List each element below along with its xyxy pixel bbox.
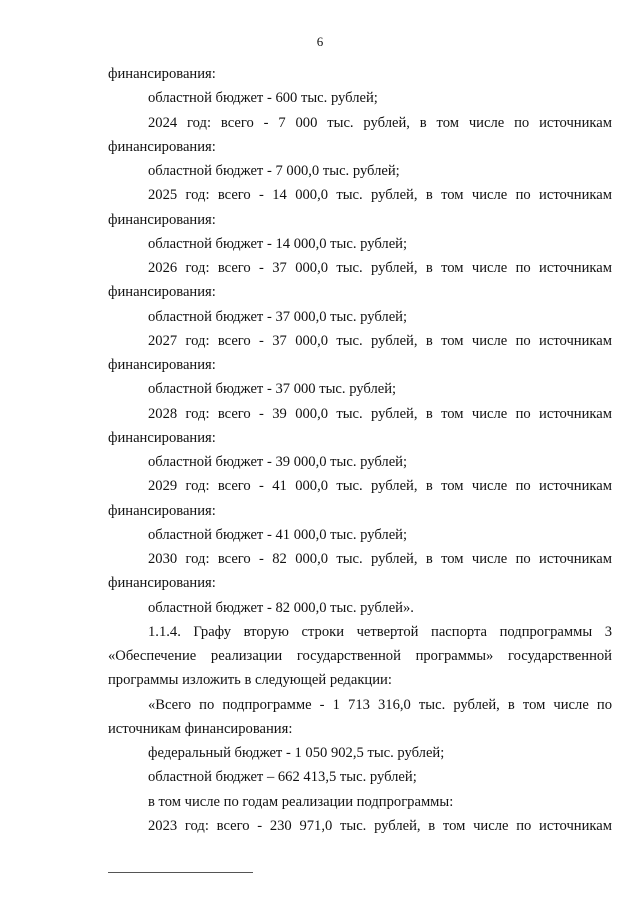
text-line: финансирования: [108,502,216,519]
text-line: финансирования: [108,284,216,301]
text-line: областной бюджет – 662 413,5 тыс. рублей; [148,769,417,786]
text-line: 2025 год: всего - 14 000,0 тыс. рублей, в том числе по источникам [148,187,612,204]
text-line: областной бюджет - 41 000,0 тыс. рублей; [148,526,408,543]
document-body [108,62,612,838]
text-line: источникам финансирования: [108,720,293,737]
text-line: финансирования: [108,575,216,592]
text-line: областной бюджет - 82 000,0 тыс. рублей». [148,599,414,616]
text-line: финансирования: [108,211,216,228]
text-line: 2029 год: всего - 41 000,0 тыс. рублей, в том числе по источникам [148,478,612,495]
text-line: 2028 год: всего - 39 000,0 тыс. рублей, в том числе по источникам [148,405,612,422]
footnote-divider [108,872,253,873]
text-line: 2023 год: всего - 230 971,0 тыс. рублей, в том числе по источникам [148,817,612,834]
text-line: областной бюджет - 600 тыс. рублей; [148,90,378,107]
text-line: финансирования: [108,138,216,155]
text-line: программы изложить в следующей редакции: [108,672,392,689]
text-line: «Всего по подпрограмме - 1 713 316,0 тыс. рублей, в том числе по [148,696,612,713]
text-line: областной бюджет - 37 000,0 тыс. рублей; [148,308,408,325]
text-line: в том числе по годам реализации подпрограммы: [148,793,454,810]
text-line: финансирования: [108,429,216,446]
text-line: областной бюджет - 37 000 тыс. рублей; [148,381,397,398]
text-line: финансирования: [108,357,216,373]
page-number: 6 [316,34,324,49]
text-line: 2030 год: всего - 82 000,0 тыс. рублей, в том числе по источникам [148,551,612,567]
text-line: 1.1.4. Графу вторую строки четвертой паспорта подпрограммы 3 [148,623,612,640]
text-line: «Обеспечение реализации государственной программы» государственной [108,648,612,664]
text-line: федеральный бюджет - 1 050 902,5 тыс. рублей; [148,745,445,761]
text-line: 2024 год: всего - 7 000 тыс. рублей, в том числе по источникам [148,114,612,131]
text-line: 2027 год: всего - 37 000,0 тыс. рублей, в том числе по источникам [148,332,612,349]
text-line: 2026 год: всего - 37 000,0 тыс. рублей, в том числе по источникам [148,260,612,276]
text-line: областной бюджет - 14 000,0 тыс. рублей; [148,235,408,252]
text-line: областной бюджет - 39 000,0 тыс. рублей; [148,454,408,470]
text-line: финансирования: [108,66,216,82]
text-line: областной бюджет - 7 000,0 тыс. рублей; [148,163,400,179]
